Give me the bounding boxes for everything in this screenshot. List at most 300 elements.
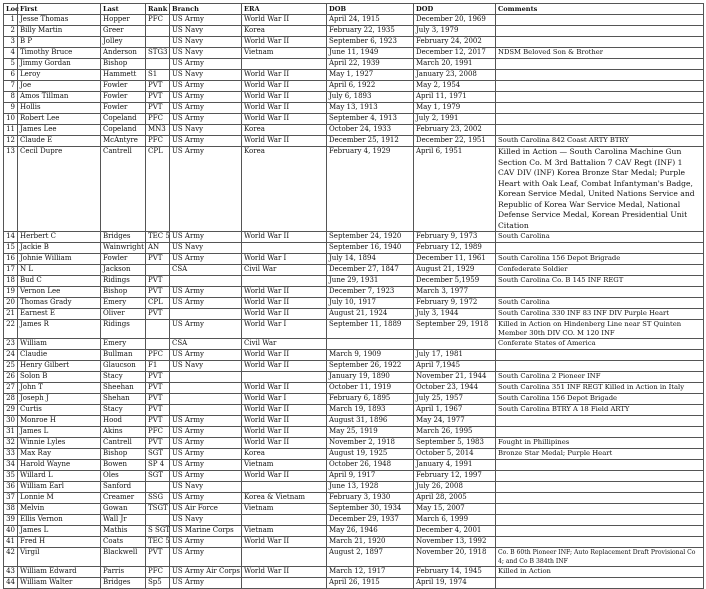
cell-first: Timothy Bruce — [18, 48, 101, 59]
table-row — [4, 416, 704, 427]
cell-last: Oles — [101, 471, 146, 482]
cell-rank: PVT — [146, 394, 170, 405]
cell-rank: PFC — [146, 567, 170, 578]
cell-era: World War II — [242, 92, 327, 103]
cell-branch — [170, 405, 242, 416]
cell-dob: September 24, 1920 — [327, 232, 414, 243]
cell-last: Stacy — [101, 372, 146, 383]
cell-loc: 2 — [4, 26, 18, 37]
cell-dob: September 16, 1940 — [327, 243, 414, 254]
cell-rank: SGT — [146, 449, 170, 460]
cell-first: Jimmy Gordan — [18, 59, 101, 70]
cell-comments: South Carolina 156 Depot Brigrade — [496, 254, 704, 265]
table-row — [4, 287, 704, 298]
cell-dod: January 23, 2008 — [414, 70, 496, 81]
cell-era: World War II — [242, 567, 327, 578]
cell-branch: US Air Force — [170, 504, 242, 515]
cell-rank: SGT — [146, 471, 170, 482]
header-last: Last — [101, 4, 146, 15]
cell-loc: 6 — [4, 70, 18, 81]
cell-dod: December 22, 1951 — [414, 136, 496, 147]
cell-comments: NDSM Beloved Son & Brother — [496, 48, 704, 59]
table-row — [4, 114, 704, 125]
cell-first: William Edward — [18, 567, 101, 578]
cell-comments — [496, 361, 704, 372]
cell-dod: February 24, 2002 — [414, 37, 496, 48]
table-row — [4, 309, 704, 320]
cell-era: World War II — [242, 15, 327, 26]
cell-dod: March 3, 1977 — [414, 287, 496, 298]
cell-dod: January 4, 1991 — [414, 460, 496, 471]
cell-dob: September 26, 1922 — [327, 361, 414, 372]
cell-dod: July 17, 1981 — [414, 350, 496, 361]
cell-era: World War II — [242, 427, 327, 438]
cell-branch: US Army — [170, 15, 242, 26]
table-row — [4, 136, 704, 147]
cell-dod: April 28, 2005 — [414, 493, 496, 504]
cell-era: World War II — [242, 405, 327, 416]
cell-era — [242, 59, 327, 70]
table-row — [4, 320, 704, 339]
cell-last: Cantrell — [101, 147, 146, 232]
cell-loc: 37 — [4, 493, 18, 504]
cell-first: Leroy — [18, 70, 101, 81]
table-row — [4, 92, 704, 103]
header-loc: Loc — [4, 4, 18, 15]
cell-branch: US Army — [170, 320, 242, 339]
cell-dob: October 11, 1919 — [327, 383, 414, 394]
cell-branch — [170, 394, 242, 405]
cell-first: Jackie B — [18, 243, 101, 254]
cell-loc: 42 — [4, 548, 18, 567]
cell-loc: 32 — [4, 438, 18, 449]
cell-loc: 30 — [4, 416, 18, 427]
cell-comments — [496, 103, 704, 114]
cell-comments: South Carolina Co. B 145 INF REGT — [496, 276, 704, 287]
cell-comments — [496, 26, 704, 37]
cell-loc: 43 — [4, 567, 18, 578]
cell-rank: PVT — [146, 103, 170, 114]
cell-rank — [146, 265, 170, 276]
cell-dod: November 20, 1918 — [414, 548, 496, 567]
cell-dob: January 19, 1890 — [327, 372, 414, 383]
cell-dob: February 22, 1935 — [327, 26, 414, 37]
cell-dob: September 4, 1913 — [327, 114, 414, 125]
cell-loc: 7 — [4, 81, 18, 92]
cell-dod: April 6, 1951 — [414, 147, 496, 232]
cell-rank: S SGT — [146, 526, 170, 537]
cell-comments: South Carolina 330 INF 83 INF DIV Purple Heart — [496, 309, 704, 320]
cell-branch: US Navy — [170, 48, 242, 59]
cell-branch: US Army — [170, 537, 242, 548]
table-row — [4, 383, 704, 394]
cell-dod: July 25, 1957 — [414, 394, 496, 405]
table-row — [4, 482, 704, 493]
cell-branch: US Army — [170, 578, 242, 589]
cell-dob: July 6, 1893 — [327, 92, 414, 103]
cell-first: Melvin — [18, 504, 101, 515]
table-row — [4, 26, 704, 37]
cell-loc: 25 — [4, 361, 18, 372]
cell-dod: September 5, 1983 — [414, 438, 496, 449]
cell-loc: 26 — [4, 372, 18, 383]
cell-comments — [496, 482, 704, 493]
cell-dod: December 11, 1961 — [414, 254, 496, 265]
cell-last: Ridings — [101, 276, 146, 287]
cell-last: Bridges — [101, 232, 146, 243]
cell-branch: US Army — [170, 416, 242, 427]
cell-dob: August 21, 1924 — [327, 309, 414, 320]
cell-last: Creamer — [101, 493, 146, 504]
cell-first: Claudie — [18, 350, 101, 361]
cell-era — [242, 482, 327, 493]
cell-era: Korea — [242, 449, 327, 460]
cell-comments — [496, 287, 704, 298]
cell-last: Blackwell — [101, 548, 146, 567]
cell-dod: February 12, 1997 — [414, 471, 496, 482]
cell-loc: 29 — [4, 405, 18, 416]
cell-era: World War II — [242, 438, 327, 449]
table-body — [4, 15, 704, 589]
header-first: First — [18, 4, 101, 15]
cell-rank: Sp5 — [146, 578, 170, 589]
cell-dod: December 12, 2017 — [414, 48, 496, 59]
cell-first: Virgil — [18, 548, 101, 567]
cell-rank: PVT — [146, 548, 170, 567]
cell-branch: US Army — [170, 114, 242, 125]
cell-branch: US Army — [170, 136, 242, 147]
cell-dod: July 3, 1979 — [414, 26, 496, 37]
cell-era: Vietnam — [242, 48, 327, 59]
table-row — [4, 526, 704, 537]
cell-rank — [146, 482, 170, 493]
cell-first: Jesse Thomas — [18, 15, 101, 26]
cell-era: Civil War — [242, 339, 327, 350]
cell-dod: September 29, 1918 — [414, 320, 496, 339]
cell-last: Stacy — [101, 405, 146, 416]
cell-loc: 28 — [4, 394, 18, 405]
cell-comments — [496, 578, 704, 589]
cell-first: Henry Gilbert — [18, 361, 101, 372]
cell-comments: South Carolina BTRY A 18 Field ARTY — [496, 405, 704, 416]
cell-dob: December 29, 1937 — [327, 515, 414, 526]
cell-first: James Lee — [18, 125, 101, 136]
cell-branch: US Army — [170, 471, 242, 482]
cell-branch: US Navy — [170, 26, 242, 37]
cell-loc: 39 — [4, 515, 18, 526]
veterans-table — [3, 3, 704, 589]
cell-last: Gowan — [101, 504, 146, 515]
cell-dob: September 30, 1934 — [327, 504, 414, 515]
cell-branch: US Army — [170, 92, 242, 103]
cell-branch: US Navy — [170, 515, 242, 526]
cell-dob: March 9, 1909 — [327, 350, 414, 361]
cell-dob: June 29, 1931 — [327, 276, 414, 287]
cell-dob: April 24, 1915 — [327, 15, 414, 26]
table-row — [4, 567, 704, 578]
cell-last: Hammett — [101, 70, 146, 81]
cell-dod: April 1, 1967 — [414, 405, 496, 416]
table-row — [4, 147, 704, 232]
table-row — [4, 37, 704, 48]
cell-branch: US Army — [170, 438, 242, 449]
cell-last: Ridings — [101, 320, 146, 339]
cell-dob: November 2, 1918 — [327, 438, 414, 449]
cell-branch: US Marine Corps — [170, 526, 242, 537]
cell-rank: SP 4 — [146, 460, 170, 471]
cell-branch: US Army — [170, 81, 242, 92]
cell-first: Amos Tillman — [18, 92, 101, 103]
cell-branch: CSA — [170, 265, 242, 276]
cell-dod: February 23, 2002 — [414, 125, 496, 136]
cell-era: World War II — [242, 287, 327, 298]
cell-dob: October 26, 1948 — [327, 460, 414, 471]
cell-dob: February 6, 1895 — [327, 394, 414, 405]
table-row — [4, 460, 704, 471]
cell-loc: 13 — [4, 147, 18, 232]
cell-dob: July 14, 1894 — [327, 254, 414, 265]
cell-dod: May 1, 1979 — [414, 103, 496, 114]
cell-comments: Conferate States of America — [496, 339, 704, 350]
cell-rank: F1 — [146, 361, 170, 372]
cell-loc: 17 — [4, 265, 18, 276]
header-row — [4, 4, 704, 15]
cell-rank: PFC — [146, 350, 170, 361]
cell-dod: October 5, 2014 — [414, 449, 496, 460]
cell-rank: CPL — [146, 298, 170, 309]
cell-branch: US Navy — [170, 361, 242, 372]
cell-first: Herbert C — [18, 232, 101, 243]
header-branch: Branch — [170, 4, 242, 15]
cell-dod: March 20, 1991 — [414, 59, 496, 70]
table-row — [4, 427, 704, 438]
cell-branch: US Army — [170, 350, 242, 361]
cell-rank: PVT — [146, 405, 170, 416]
cell-era: World War II — [242, 361, 327, 372]
table-row — [4, 243, 704, 254]
cell-dod: March 26, 1995 — [414, 427, 496, 438]
cell-first: Thomas Grady — [18, 298, 101, 309]
cell-comments — [496, 125, 704, 136]
cell-era — [242, 372, 327, 383]
cell-era — [242, 276, 327, 287]
cell-comments: Bronze Star Medal; Purple Heart — [496, 449, 704, 460]
cell-rank: PVT — [146, 438, 170, 449]
cell-rank: TEC 5 — [146, 232, 170, 243]
cell-branch: US Army — [170, 449, 242, 460]
cell-era: Civil War — [242, 265, 327, 276]
cell-comments — [496, 243, 704, 254]
cell-loc: 22 — [4, 320, 18, 339]
cell-rank: PVT — [146, 287, 170, 298]
cell-branch — [170, 309, 242, 320]
cell-dod: February 9, 1973 — [414, 232, 496, 243]
cell-last: Oliver — [101, 309, 146, 320]
cell-comments: South Carolina 351 INF REGT Killed in Action in Italy — [496, 383, 704, 394]
cell-dob: April 22, 1939 — [327, 59, 414, 70]
table-row — [4, 578, 704, 589]
cell-loc: 5 — [4, 59, 18, 70]
cell-comments — [496, 427, 704, 438]
cell-last: Wainwright — [101, 243, 146, 254]
cell-loc: 34 — [4, 460, 18, 471]
cell-first: James L — [18, 526, 101, 537]
cell-loc: 3 — [4, 37, 18, 48]
cell-rank — [146, 339, 170, 350]
table-row — [4, 81, 704, 92]
cell-comments — [496, 350, 704, 361]
cell-loc: 41 — [4, 537, 18, 548]
cell-comments — [496, 526, 704, 537]
cell-era: Vietnam — [242, 504, 327, 515]
cell-last: Bridges — [101, 578, 146, 589]
table-row — [4, 515, 704, 526]
table-row — [4, 103, 704, 114]
cell-dob: September 6, 1923 — [327, 37, 414, 48]
cell-branch: US Army — [170, 103, 242, 114]
cell-first: Johnie William — [18, 254, 101, 265]
cell-rank: PFC — [146, 136, 170, 147]
cell-era: World War II — [242, 70, 327, 81]
cell-dod: November 13, 1992 — [414, 537, 496, 548]
cell-dob: May 25, 1919 — [327, 427, 414, 438]
cell-rank: PFC — [146, 15, 170, 26]
cell-branch: US Navy — [170, 70, 242, 81]
cell-era — [242, 578, 327, 589]
table-row — [4, 276, 704, 287]
table-row — [4, 265, 704, 276]
cell-comments: Confederate Soldier — [496, 265, 704, 276]
cell-dob: September 11, 1889 — [327, 320, 414, 339]
cell-dod: November 21, 1944 — [414, 372, 496, 383]
cell-last: Fowler — [101, 92, 146, 103]
cell-last: Fowler — [101, 254, 146, 265]
cell-branch: US Navy — [170, 243, 242, 254]
header-dod: DOD — [414, 4, 496, 15]
cell-last: Parris — [101, 567, 146, 578]
cell-dod: May 24, 1977 — [414, 416, 496, 427]
cell-last: Hood — [101, 416, 146, 427]
cell-comments: Killed in Action on Hindenberg Line near ST Quinten Member 30th DIV CO. M 120 INF — [496, 320, 704, 339]
cell-comments: South Carolina 156 Depot Brigade — [496, 394, 704, 405]
cell-dob: May 13, 1913 — [327, 103, 414, 114]
cell-last: Jackson — [101, 265, 146, 276]
cell-last: Bishop — [101, 59, 146, 70]
table-row — [4, 254, 704, 265]
cell-era: Korea — [242, 147, 327, 232]
cell-dod: February 9, 1972 — [414, 298, 496, 309]
cell-comments — [496, 515, 704, 526]
cell-last: Copeland — [101, 114, 146, 125]
table-row — [4, 15, 704, 26]
cell-rank: PVT — [146, 309, 170, 320]
cell-first: John T — [18, 383, 101, 394]
cell-last: Anderson — [101, 48, 146, 59]
cell-rank: PVT — [146, 383, 170, 394]
cell-rank: PFC — [146, 114, 170, 125]
cell-era: World War II — [242, 81, 327, 92]
cell-comments — [496, 114, 704, 125]
cell-loc: 1 — [4, 15, 18, 26]
cell-era: Korea — [242, 125, 327, 136]
cell-loc: 16 — [4, 254, 18, 265]
cell-loc: 20 — [4, 298, 18, 309]
cell-branch — [170, 372, 242, 383]
cell-era — [242, 548, 327, 567]
cell-loc: 33 — [4, 449, 18, 460]
cell-dod: December 4, 2001 — [414, 526, 496, 537]
cell-first: B P — [18, 37, 101, 48]
cell-era: Vietnam — [242, 460, 327, 471]
cell-loc: 15 — [4, 243, 18, 254]
cell-dod — [414, 339, 496, 350]
cell-first: James L — [18, 427, 101, 438]
cell-rank: PVT — [146, 416, 170, 427]
cell-loc: 24 — [4, 350, 18, 361]
cell-era: World War I — [242, 394, 327, 405]
cell-dob: August 2, 1897 — [327, 548, 414, 567]
table-row — [4, 48, 704, 59]
cell-era: World War I — [242, 254, 327, 265]
cell-dod: April 7,1945 — [414, 361, 496, 372]
cell-era: World War II — [242, 298, 327, 309]
cell-branch: US Army — [170, 254, 242, 265]
cell-rank — [146, 320, 170, 339]
cell-last: Hopper — [101, 15, 146, 26]
cell-last: Jolley — [101, 37, 146, 48]
cell-last: Bowen — [101, 460, 146, 471]
cell-first: Curtis — [18, 405, 101, 416]
cell-era: World War II — [242, 136, 327, 147]
cell-comments: South Carolina — [496, 232, 704, 243]
cell-dob: October 24, 1933 — [327, 125, 414, 136]
cell-era: Korea — [242, 26, 327, 37]
cell-dob: December 25, 1912 — [327, 136, 414, 147]
cell-rank: MN3 — [146, 125, 170, 136]
cell-dob: December 7, 1923 — [327, 287, 414, 298]
table-row — [4, 372, 704, 383]
cell-loc: 38 — [4, 504, 18, 515]
cell-loc: 40 — [4, 526, 18, 537]
cell-rank: S1 — [146, 70, 170, 81]
table-row — [4, 339, 704, 350]
cell-dob: July 10, 1917 — [327, 298, 414, 309]
cell-first: Cecil Dupre — [18, 147, 101, 232]
cell-era: World War II — [242, 232, 327, 243]
cell-rank — [146, 37, 170, 48]
table-row — [4, 125, 704, 136]
cell-dod: July 26, 2008 — [414, 482, 496, 493]
cell-rank: PVT — [146, 254, 170, 265]
cell-first: William Walter — [18, 578, 101, 589]
cell-last: Emery — [101, 339, 146, 350]
table-row — [4, 298, 704, 309]
header-rank: Rank — [146, 4, 170, 15]
cell-comments — [496, 460, 704, 471]
cell-dod: May 15, 2007 — [414, 504, 496, 515]
cell-branch: US Navy — [170, 482, 242, 493]
cell-rank: STG3 — [146, 48, 170, 59]
cell-last: Bullman — [101, 350, 146, 361]
cell-first: William — [18, 339, 101, 350]
cell-dob: February 4, 1929 — [327, 147, 414, 232]
cell-comments — [496, 471, 704, 482]
cell-rank: PVT — [146, 372, 170, 383]
cell-dod: March 6, 1999 — [414, 515, 496, 526]
cell-loc: 44 — [4, 578, 18, 589]
cell-last: Fowler — [101, 103, 146, 114]
cell-branch: CSA — [170, 339, 242, 350]
